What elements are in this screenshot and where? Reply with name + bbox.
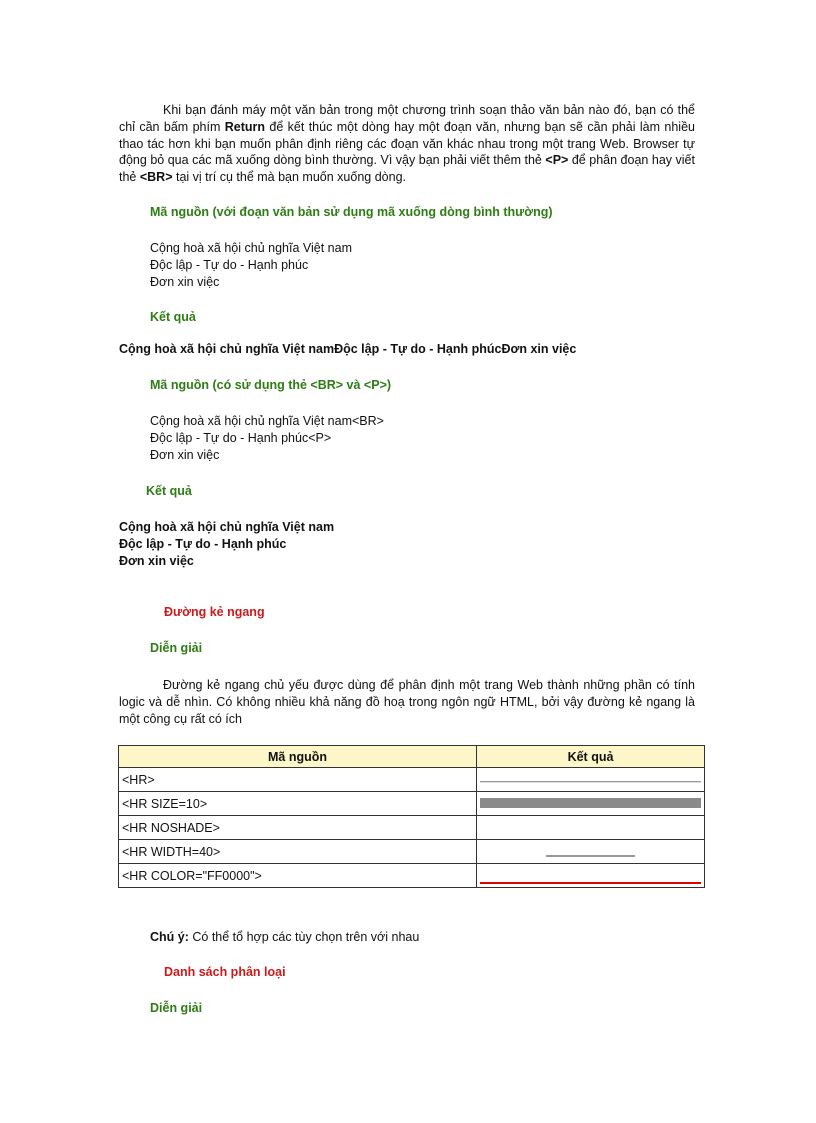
intro-text-3: để phân đoạn hay viết thẻ [119, 153, 695, 185]
source2-heading: Mã nguồn (có sử dụng thẻ <BR> và <P>) [150, 378, 392, 392]
intro-paragraph [119, 102, 695, 186]
note-text: Có thể tổ hợp các tùy chọn trên với nhau [188, 930, 420, 944]
result1-text: Cộng hoà xã hội chủ nghĩa Việt namĐộc lập - Tự do - Hạnh phúcĐơn xin việc [119, 342, 577, 356]
hr-section-title: Đường kẻ ngang [164, 605, 265, 619]
hr-explain-paragraph [119, 677, 695, 727]
table-row [119, 864, 705, 888]
note-label: Chú ý: [150, 930, 189, 944]
table-cell-code: <HR WIDTH=40> [119, 840, 477, 864]
hr-explain-text: Đường kẻ ngang chủ yếu được dùng để phân định một trang Web thành những phần có tính logic và dễ nhìn. Có không nhiều khả năng đồ hoạ trong ngôn ngữ HTML, bởi vậy đường kẻ ngang là một công cụ rất có ích [119, 678, 695, 726]
hr-options-table [118, 745, 705, 888]
table-cell-code: <HR COLOR="FF0000"> [119, 864, 477, 888]
table-cell-result [477, 768, 705, 792]
table-row [119, 768, 705, 792]
result2-line: Cộng hoà xã hội chủ nghĩa Việt nam [119, 520, 335, 534]
source1-code-block [150, 240, 352, 290]
result2-line: Đơn xin việc [119, 553, 194, 568]
hr-demo-noshade [480, 827, 701, 828]
intro-text-4: tại vị trí cụ thể mà bạn muốn xuống dòng. [172, 170, 406, 185]
hr-demo-size-10 [480, 798, 701, 808]
intro-text-1: Khi bạn đánh máy một văn bản trong một chương trình soạn thảo văn bản nào đó, bạn có thể chỉ cần bấm phím [119, 103, 695, 134]
table-cell-code: <HR NOSHADE> [119, 816, 477, 840]
table-header-result: Kết quả [477, 746, 705, 768]
table-header-row [119, 746, 705, 768]
table-cell-code: <HR SIZE=10> [119, 792, 477, 816]
hr-explain-heading: Diễn giải [150, 641, 203, 655]
table-row [119, 792, 705, 816]
source1-line: Cộng hoà xã hội chủ nghĩa Việt nam [150, 241, 352, 255]
source2-line: Độc lập - Tự do - Hạnh phúc<P> [150, 430, 332, 445]
hr-demo-default [480, 781, 701, 783]
hr-demo-width-40 [546, 855, 634, 857]
list-section-title: Danh sách phân loại [164, 965, 286, 979]
intro-bold-p-tag: <P> [545, 153, 569, 168]
note-line [150, 930, 419, 944]
list-explain-heading: Diễn giải [150, 1001, 203, 1015]
table-cell-result [477, 816, 705, 840]
table-cell-code: <HR> [119, 768, 477, 792]
intro-bold-return: Return [224, 119, 266, 134]
hr-demo-color-red [480, 882, 701, 884]
table-cell-result [477, 864, 705, 888]
source2-code-block [150, 413, 384, 463]
source2-line: Đơn xin việc [150, 447, 220, 462]
result1-heading: Kết quả [150, 310, 196, 324]
source1-heading: Mã nguồn (với đoạn văn bản sử dụng mã xuống dòng bình thường) [150, 205, 553, 219]
source1-line: Độc lập - Tự do - Hạnh phúc [150, 257, 309, 272]
intro-text-2: để kết thúc một dòng hay một đoạn văn, nhưng bạn sẽ cần phải làm nhiều thao tác hơn khi bạn muốn phân định riêng các đoạn văn khác nhau trong một trang Web. Browser tự động bỏ qua các mã xuống dòng bình thường. Vì vậy bạn phải viết thêm thẻ [119, 119, 695, 168]
table-row [119, 816, 705, 840]
intro-bold-br-tag: <BR> [139, 170, 173, 185]
table-row [119, 840, 705, 864]
result2-line: Độc lập - Tự do - Hạnh phúc [119, 536, 287, 551]
result2-block [119, 519, 334, 569]
source1-line: Đơn xin việc [150, 274, 220, 289]
result2-heading: Kết quả [146, 484, 192, 498]
table-cell-result [477, 792, 705, 816]
table-cell-result [477, 840, 705, 864]
table-header-source: Mã nguồn [119, 746, 477, 768]
source2-line: Cộng hoà xã hội chủ nghĩa Việt nam<BR> [150, 414, 384, 428]
